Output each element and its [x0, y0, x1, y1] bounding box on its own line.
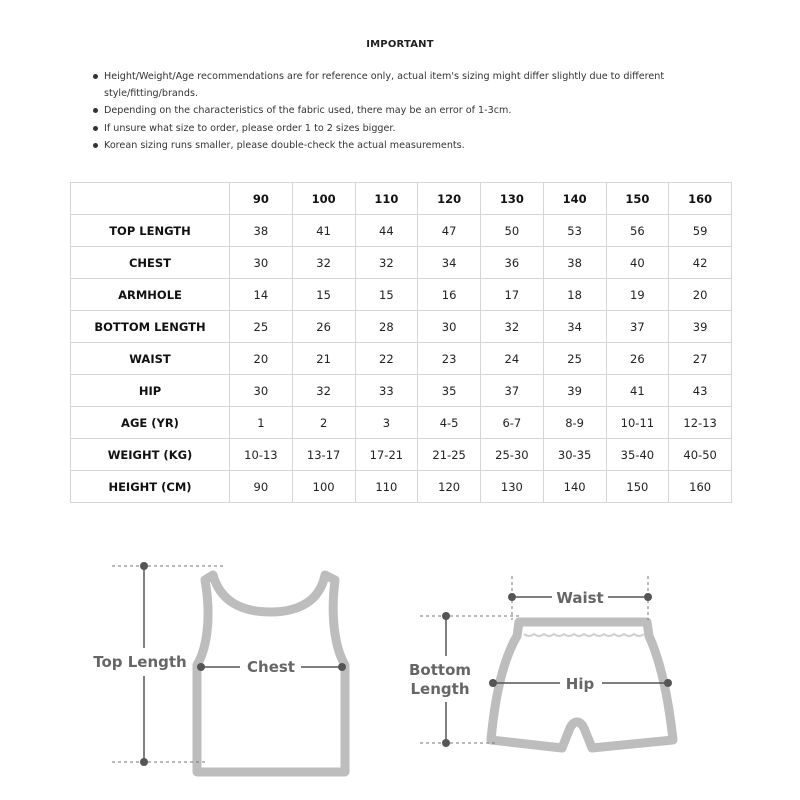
table-cell: 59: [669, 215, 732, 247]
table-row: [71, 439, 732, 471]
size-header: 150: [606, 183, 669, 215]
table-cell: 56: [606, 215, 669, 247]
table-cell: 4-5: [418, 407, 481, 439]
table-cell: 12-13: [669, 407, 732, 439]
row-label: HEIGHT (CM): [71, 471, 230, 503]
chest-label: Chest: [247, 658, 295, 676]
table-row: [71, 215, 732, 247]
table-cell: 37: [481, 375, 544, 407]
table-row: [71, 471, 732, 503]
table-cell: 32: [481, 311, 544, 343]
table-cell: 38: [230, 215, 293, 247]
table-cell: 50: [481, 215, 544, 247]
table-cell: 44: [355, 215, 418, 247]
table-cell: 15: [355, 279, 418, 311]
table-cell: 35-40: [606, 439, 669, 471]
row-label: BOTTOM LENGTH: [71, 311, 230, 343]
table-cell: 53: [543, 215, 606, 247]
row-label: CHEST: [71, 247, 230, 279]
table-cell: 30: [230, 247, 293, 279]
table-cell: 39: [669, 311, 732, 343]
table-cell: 34: [543, 311, 606, 343]
table-row: [71, 407, 732, 439]
bottom-length-label-line1: Bottom: [408, 661, 472, 679]
table-cell: 20: [669, 279, 732, 311]
table-cell: 1: [230, 407, 293, 439]
table-cell: 30: [230, 375, 293, 407]
table-cell: 2: [292, 407, 355, 439]
note-item: Height/Weight/Age recommendations are for reference only, actual item's sizing might differ slightly due to different style/fitting/brands.: [93, 68, 713, 102]
table-row: [71, 279, 732, 311]
table-cell: 10-13: [230, 439, 293, 471]
waist-label: Waist: [556, 589, 604, 607]
table-row: [71, 247, 732, 279]
size-chart-table: [70, 182, 732, 503]
table-cell: 28: [355, 311, 418, 343]
table-cell: 23: [418, 343, 481, 375]
table-cell: 150: [606, 471, 669, 503]
table-cell: 19: [606, 279, 669, 311]
row-label: AGE (YR): [71, 407, 230, 439]
table-cell: 17-21: [355, 439, 418, 471]
row-label: ARMHOLE: [71, 279, 230, 311]
table-row: [71, 311, 732, 343]
table-cell: 140: [543, 471, 606, 503]
table-cell: 39: [543, 375, 606, 407]
table-cell: 26: [606, 343, 669, 375]
corner-cell: [71, 183, 230, 215]
table-cell: 35: [418, 375, 481, 407]
table-cell: 32: [292, 247, 355, 279]
notes-list: [93, 68, 713, 154]
table-cell: 40-50: [669, 439, 732, 471]
table-cell: 33: [355, 375, 418, 407]
table-cell: 21: [292, 343, 355, 375]
size-header: 100: [292, 183, 355, 215]
table-cell: 13-17: [292, 439, 355, 471]
table-cell: 36: [481, 247, 544, 279]
row-label: WEIGHT (KG): [71, 439, 230, 471]
table-cell: 41: [292, 215, 355, 247]
table-cell: 22: [355, 343, 418, 375]
table-cell: 6-7: [481, 407, 544, 439]
note-item: If unsure what size to order, please order 1 to 2 sizes bigger.: [93, 120, 713, 137]
table-cell: 25-30: [481, 439, 544, 471]
table-cell: 18: [543, 279, 606, 311]
table-cell: 14: [230, 279, 293, 311]
table-cell: 24: [481, 343, 544, 375]
table-cell: 17: [481, 279, 544, 311]
table-cell: 130: [481, 471, 544, 503]
table-cell: 40: [606, 247, 669, 279]
table-cell: 3: [355, 407, 418, 439]
table-cell: 37: [606, 311, 669, 343]
table-cell: 120: [418, 471, 481, 503]
table-cell: 47: [418, 215, 481, 247]
table-cell: 34: [418, 247, 481, 279]
note-item: Depending on the characteristics of the fabric used, there may be an error of 1-3cm.: [93, 102, 713, 119]
top-diagram: [93, 562, 346, 772]
measurement-diagrams: [0, 540, 800, 800]
table-cell: 41: [606, 375, 669, 407]
table-cell: 21-25: [418, 439, 481, 471]
table-cell: 26: [292, 311, 355, 343]
table-cell: 110: [355, 471, 418, 503]
row-label: HIP: [71, 375, 230, 407]
table-cell: 160: [669, 471, 732, 503]
table-cell: 27: [669, 343, 732, 375]
table-cell: 43: [669, 375, 732, 407]
table-cell: 25: [230, 311, 293, 343]
size-header: 90: [230, 183, 293, 215]
table-cell: 10-11: [606, 407, 669, 439]
important-heading: IMPORTANT: [366, 39, 434, 50]
bottom-diagram: [409, 576, 673, 748]
size-header: 130: [481, 183, 544, 215]
table-cell: 20: [230, 343, 293, 375]
bottom-length-label-line2: Length: [410, 680, 470, 698]
size-header: 160: [669, 183, 732, 215]
row-label: TOP LENGTH: [71, 215, 230, 247]
table-cell: 30-35: [543, 439, 606, 471]
table-row: [71, 343, 732, 375]
table-cell: 25: [543, 343, 606, 375]
top-length-label: Top Length: [93, 653, 187, 671]
size-header: 120: [418, 183, 481, 215]
table-cell: 15: [292, 279, 355, 311]
table-cell: 8-9: [543, 407, 606, 439]
table-cell: 90: [230, 471, 293, 503]
hip-label: Hip: [565, 675, 595, 693]
table-cell: 16: [418, 279, 481, 311]
size-header: 110: [355, 183, 418, 215]
row-label: WAIST: [71, 343, 230, 375]
size-header-row: [71, 183, 732, 215]
size-header: 140: [543, 183, 606, 215]
table-cell: 100: [292, 471, 355, 503]
table-cell: 32: [292, 375, 355, 407]
table-cell: 32: [355, 247, 418, 279]
table-row: [71, 375, 732, 407]
table-cell: 30: [418, 311, 481, 343]
table-cell: 42: [669, 247, 732, 279]
note-item: Korean sizing runs smaller, please double-check the actual measurements.: [93, 137, 713, 154]
table-cell: 38: [543, 247, 606, 279]
